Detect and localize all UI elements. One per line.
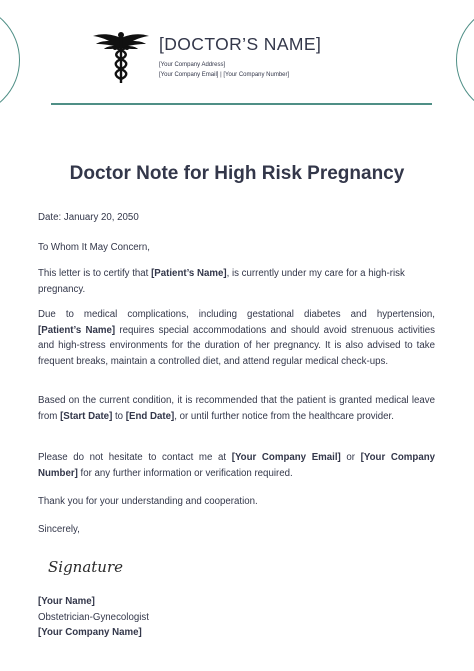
- signature-block: [38, 594, 149, 641]
- para2-text: requires special accommodations and should avoid strenuous activities and high-stress environments for the duration of her pregnancy. It is also advised to take frequent breaks, maintain a controlled diet, and attend regular medical check-ups.: [38, 324, 436, 367]
- paragraph-contact: [38, 450, 435, 481]
- start-date-placeholder: [Start Date]: [60, 410, 113, 422]
- signer-company: [Your Company Name]: [38, 627, 142, 638]
- paragraph-certification: [38, 266, 435, 297]
- decorative-circle-right: [456, 4, 474, 116]
- company-number-placeholder: [Your Company Number]: [38, 452, 436, 479]
- thanks-line: Thank you for your understanding and cooperation.: [38, 496, 258, 507]
- para3-to: to: [112, 410, 126, 422]
- end-date-placeholder: [End Date]: [125, 410, 175, 422]
- patient-name-placeholder: [Patient’s Name]: [38, 324, 116, 336]
- paragraph-leave: [38, 393, 435, 424]
- caduceus-icon: [92, 28, 150, 84]
- para1-text-start: This letter is to certify that: [38, 268, 152, 279]
- letterhead: [92, 28, 442, 88]
- closing: Sincerely,: [38, 524, 80, 535]
- salutation: To Whom It May Concern,: [38, 242, 150, 253]
- document-title: Doctor Note for High Risk Pregnancy: [69, 163, 405, 184]
- signature: Signature: [48, 558, 124, 576]
- header-divider: [51, 103, 432, 105]
- patient-name-placeholder: [Patient’s Name]: [151, 268, 227, 279]
- para3-text-end: , or until further notice from the healthcare provider.: [174, 410, 394, 422]
- decorative-circle-left: [0, 4, 20, 116]
- letter-date: Date: January 20, 2050: [38, 212, 139, 223]
- para4-or: or: [340, 452, 361, 463]
- para3-text-start: Based on the current condition, it is recommended that the patient is granted medical leave from: [38, 395, 435, 422]
- paragraph-complications: [38, 307, 435, 369]
- doctor-name: [DOCTOR’S NAME]: [159, 34, 322, 54]
- para1-text-end: , is currently under my care for a high-risk pregnancy.: [38, 268, 405, 295]
- signer-name: [Your Name]: [38, 596, 95, 607]
- signer-role: Obstetrician-Gynecologist: [38, 611, 149, 623]
- para4-text-end: for any further information or verification required.: [77, 467, 293, 479]
- para2-first-line: Due to medical complications, including gestational diabetes and hypertension,: [38, 309, 435, 320]
- para4-text-start: Please do not hesitate to contact me at: [38, 452, 232, 463]
- company-address: [Your Company Address]: [159, 62, 226, 68]
- company-contact: [Your Company Email] | [Your Company Number]: [159, 72, 290, 78]
- company-email-placeholder: [Your Company Email]: [231, 452, 341, 463]
